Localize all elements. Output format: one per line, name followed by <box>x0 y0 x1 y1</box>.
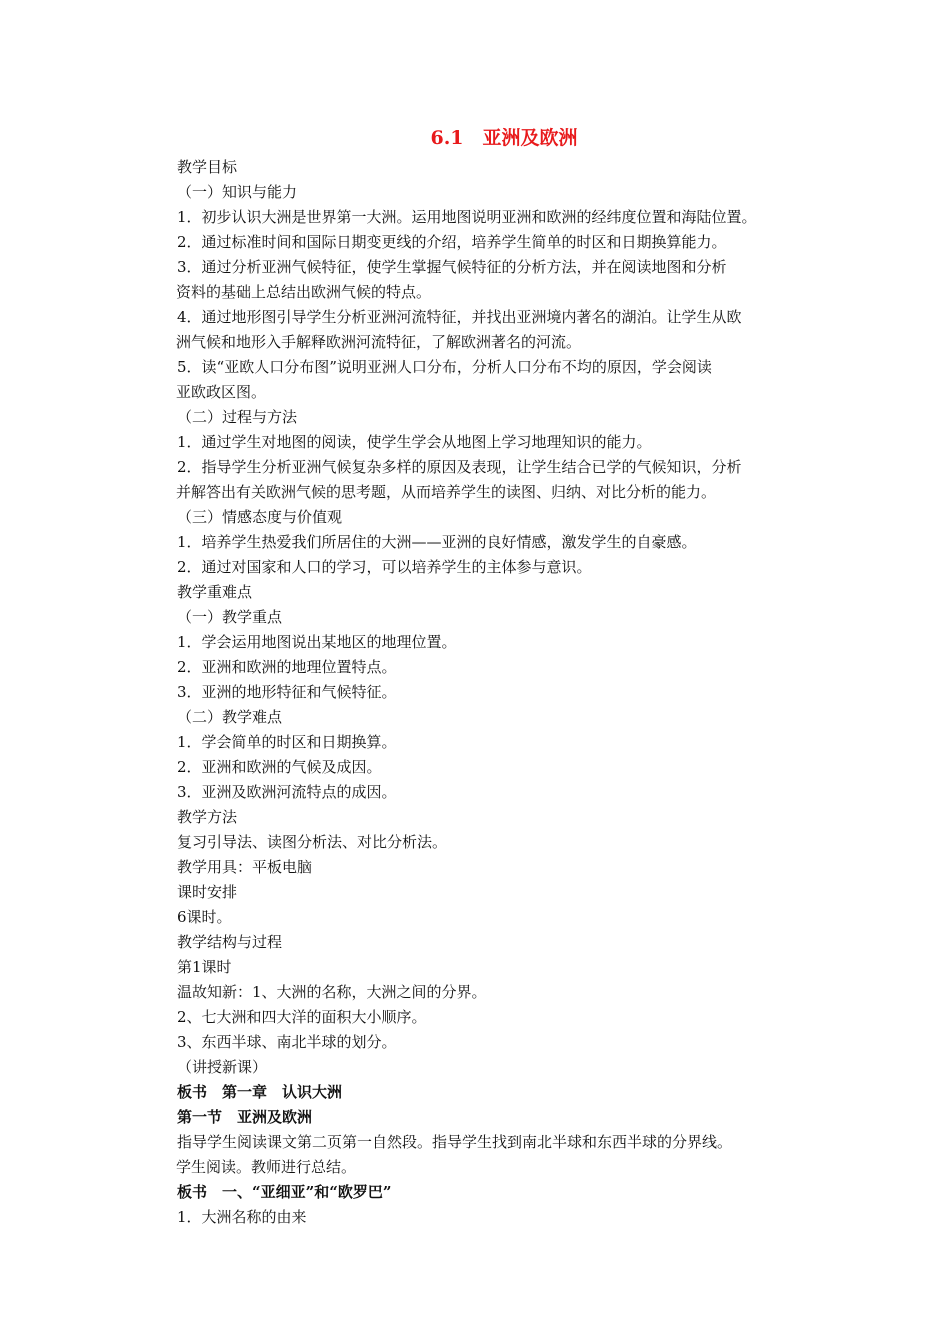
text-line: 2．亚洲和欧洲的地理位置特点。 <box>177 658 397 676</box>
text-line: 5．读“亚欧人口分布图”说明亚洲人口分布，分析人口分布不均的原因，学会阅读 <box>177 358 712 376</box>
text-line: 指导学生阅读课文第二页第一自然段。指导学生找到南北半球和东西半球的分界线。 <box>177 1133 733 1151</box>
page-title: 6.1 亚洲及欧洲 <box>430 127 578 149</box>
text-line: 3．亚洲的地形特征和气候特征。 <box>177 683 397 701</box>
text-line: 洲气候和地形入手解释欧洲河流特征，了解欧洲著名的河流。 <box>176 333 582 351</box>
text-line: 教学结构与过程 <box>177 933 283 951</box>
text-line: 2．亚洲和欧洲的气候及成因。 <box>177 758 382 776</box>
text-line: 教学方法 <box>177 808 238 826</box>
text-line: （一）教学重点 <box>177 608 283 626</box>
text-line: （二）过程与方法 <box>177 408 298 426</box>
document-page <box>177 123 817 1230</box>
text-line: 3、东西半球、南北半球的划分。 <box>177 1033 397 1051</box>
text-line: 1．通过学生对地图的阅读，使学生学会从地图上学习地理知识的能力。 <box>177 433 652 451</box>
text-line: 课时安排 <box>177 883 238 901</box>
text-line: （三）情感态度与价值观 <box>177 508 343 526</box>
document-body <box>177 155 817 1230</box>
text-line: （二）教学难点 <box>177 708 283 726</box>
text-line: 板书 第一章 认识大洲 <box>177 1083 343 1101</box>
text-line: 1．学会运用地图说出某地区的地理位置。 <box>177 633 457 651</box>
text-line: 复习引导法、读图分析法、对比分析法。 <box>177 833 448 851</box>
text-line: 3．亚洲及欧洲河流特点的成因。 <box>177 783 397 801</box>
text-line: 2、七大洲和四大洋的面积大小顺序。 <box>177 1008 427 1026</box>
text-line: 并解答出有关欧洲气候的思考题，从而培养学生的读图、归纳、对比分析的能力。 <box>176 483 717 501</box>
text-line: 板书 一、“亚细亚”和“欧罗巴” <box>177 1183 392 1201</box>
text-line: （讲授新课） <box>177 1058 268 1076</box>
text-line: 第1课时 <box>177 958 232 976</box>
text-line: 教学重难点 <box>177 583 253 601</box>
text-line: 1．初步认识大洲是世界第一大洲。运用地图说明亚洲和欧洲的经纬度位置和海陆位置。 <box>177 208 757 226</box>
text-line: 亚欧政区图。 <box>176 383 267 401</box>
text-line: 温故知新：1、大洲的名称，大洲之间的分界。 <box>177 983 487 1001</box>
text-line: 4．通过地形图引导学生分析亚洲河流特征，并找出亚洲境内著名的湖泊。让学生从欧 <box>177 308 742 326</box>
text-line: 资料的基础上总结出欧洲气候的特点。 <box>176 283 432 301</box>
text-line: 1．大洲名称的由来 <box>177 1208 307 1226</box>
text-line: 2．通过对国家和人口的学习，可以培养学生的主体参与意识。 <box>177 558 592 576</box>
text-line: 6课时。 <box>177 908 232 926</box>
text-line: 2．通过标准时间和国际日期变更线的介绍，培养学生简单的时区和日期换算能力。 <box>177 233 727 251</box>
text-line: 1．学会简单的时区和日期换算。 <box>177 733 397 751</box>
text-line: 1．培养学生热爱我们所居住的大洲——亚洲的良好情感，激发学生的自豪感。 <box>177 533 697 551</box>
text-line: 教学用具：平板电脑 <box>177 858 313 876</box>
text-line: 学生阅读。教师进行总结。 <box>176 1158 357 1176</box>
text-line: 3．通过分析亚洲气候特征，使学生掌握气候特征的分析方法，并在阅读地图和分析 <box>177 258 727 276</box>
text-line: 第一节 亚洲及欧洲 <box>177 1108 313 1126</box>
text-line: （一）知识与能力 <box>177 183 298 201</box>
text-line: 教学目标 <box>177 158 238 176</box>
text-line: 2．指导学生分析亚洲气候复杂多样的原因及表现，让学生结合已学的气候知识，分析 <box>177 458 742 476</box>
